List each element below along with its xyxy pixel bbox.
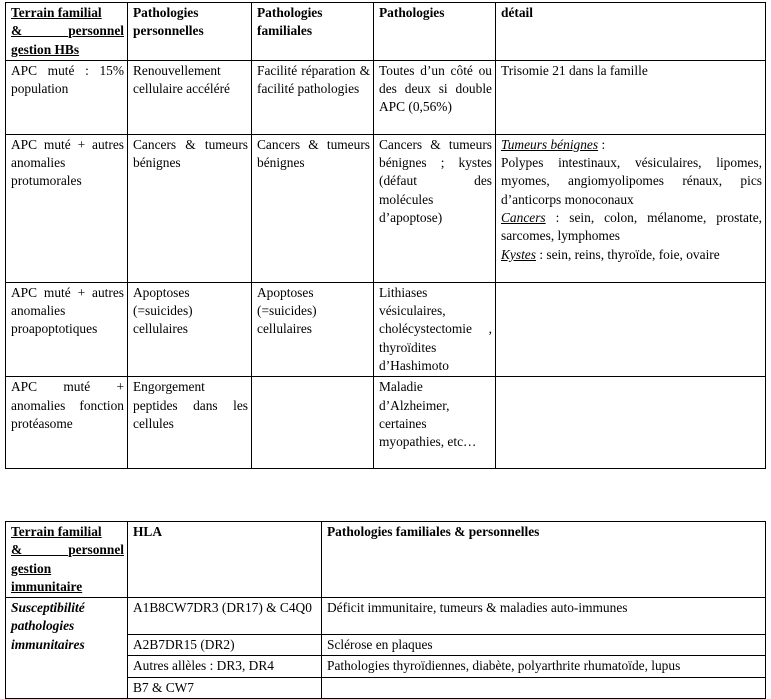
table-row [6, 134, 766, 282]
header-terrain-line-1: Terrain familial [11, 524, 102, 539]
detail-benign-heading: Tumeurs bénignes : [501, 136, 606, 152]
header-terrain-line-3: gestion HBs [11, 41, 80, 57]
header-pathologies-familiales: Pathologies familiales [252, 3, 374, 61]
cell-pathologies-familiales: Facilité réparation & facilité pathologies [252, 60, 374, 134]
cell-pathologies: Sclérose en plaques [322, 635, 766, 656]
cell-pathologies: Pathologies thyroïdiennes, diabète, polyarthrite rhumatoïde, lupus [322, 656, 766, 677]
cell-pathologies: Maladie d’Alzheimer, certaines myopathies, etc… [374, 377, 496, 469]
cell-hla: A2B7DR15 (DR2) [128, 635, 322, 656]
hla-table [5, 521, 766, 699]
cell-pathologies-personnelles: Renouvellement cellulaire accéléré [128, 60, 252, 134]
header-terrain [6, 3, 128, 61]
cell-pathologies-personnelles: Engorgement peptides dans les cellules [128, 377, 252, 469]
header-pathologies-familiales-personnelles: Pathologies familiales & personnelles [322, 522, 766, 598]
header-terrain-line-2: & personnel [11, 23, 124, 39]
table-header-row [6, 3, 766, 61]
header-pathologies-personnelles: Pathologies personnelles [128, 3, 252, 61]
cell-terrain: APC muté + autres anomalies proapoptotiques [6, 282, 128, 376]
apc-table [5, 2, 766, 469]
cell-terrain: APC muté + anomalies fonction protéasome [6, 377, 128, 469]
susceptibility-label: Susceptibilité pathologies immunitaires [6, 598, 128, 699]
header-hla: HLA [128, 522, 322, 598]
cell-pathologies: Cancers & tumeurs bénignes ; kystes (défaut des molécules d’apoptose) [374, 134, 496, 282]
cell-pathologies-familiales: Cancers & tumeurs bénignes [252, 134, 374, 282]
cell-pathologies [322, 677, 766, 698]
detail-cysts: Kystes : sein, reins, thyroïde, foie, ovaire [501, 246, 720, 262]
table-header-row [6, 522, 766, 598]
cell-terrain: APC muté : 15% population [6, 60, 128, 134]
cell-pathologies-familiales [252, 377, 374, 469]
cell-pathologies-personnelles: Cancers & tumeurs bénignes [128, 134, 252, 282]
table-row [6, 282, 766, 376]
cell-pathologies: Déficit immunitaire, tumeurs & maladies auto-immunes [322, 598, 766, 635]
table-row [6, 598, 766, 635]
cell-detail [496, 377, 766, 469]
cell-pathologies-familiales: Apoptoses (=suicides) cellulaires [252, 282, 374, 376]
cell-hla: A1B8CW7DR3 (DR17) & C4Q0 [128, 598, 322, 635]
header-terrain-immunitaire [6, 522, 128, 598]
cell-pathologies-personnelles: Apoptoses (=suicides) cellulaires [128, 282, 252, 376]
detail-cancer: Cancers : sein, colon, mélanome, prostate, sarcomes, lymphomes [501, 210, 762, 244]
cell-detail [496, 282, 766, 376]
cell-hla: B7 & CW7 [128, 677, 322, 698]
cell-detail [496, 134, 766, 282]
cell-hla: Autres allèles : DR3, DR4 [128, 656, 322, 677]
header-pathologies: Pathologies [374, 3, 496, 61]
cell-pathologies: Lithiases vésiculaires, cholécystectomie , thyroïdites d’Hashimoto [374, 282, 496, 376]
header-terrain-line-4: immunitaire [11, 578, 83, 594]
cell-terrain: APC muté + autres anomalies protumorales [6, 134, 128, 282]
header-terrain-line-3: gestion [11, 560, 52, 576]
header-terrain-line-1: Terrain familial [11, 5, 102, 20]
header-terrain-line-2: & personnel [11, 542, 124, 558]
header-detail: détail [496, 3, 766, 61]
detail-benign-text: Polypes intestinaux, vésiculaires, lipomes, myomes, angiomyolipomes rénaux, pics d’anticorps monoconaux [501, 155, 762, 207]
cell-pathologies: Toutes d’un côté ou des deux si double APC (0,56%) [374, 60, 496, 134]
cell-detail: Trisomie 21 dans la famille [496, 60, 766, 134]
table-row [6, 377, 766, 469]
table-row [6, 60, 766, 134]
